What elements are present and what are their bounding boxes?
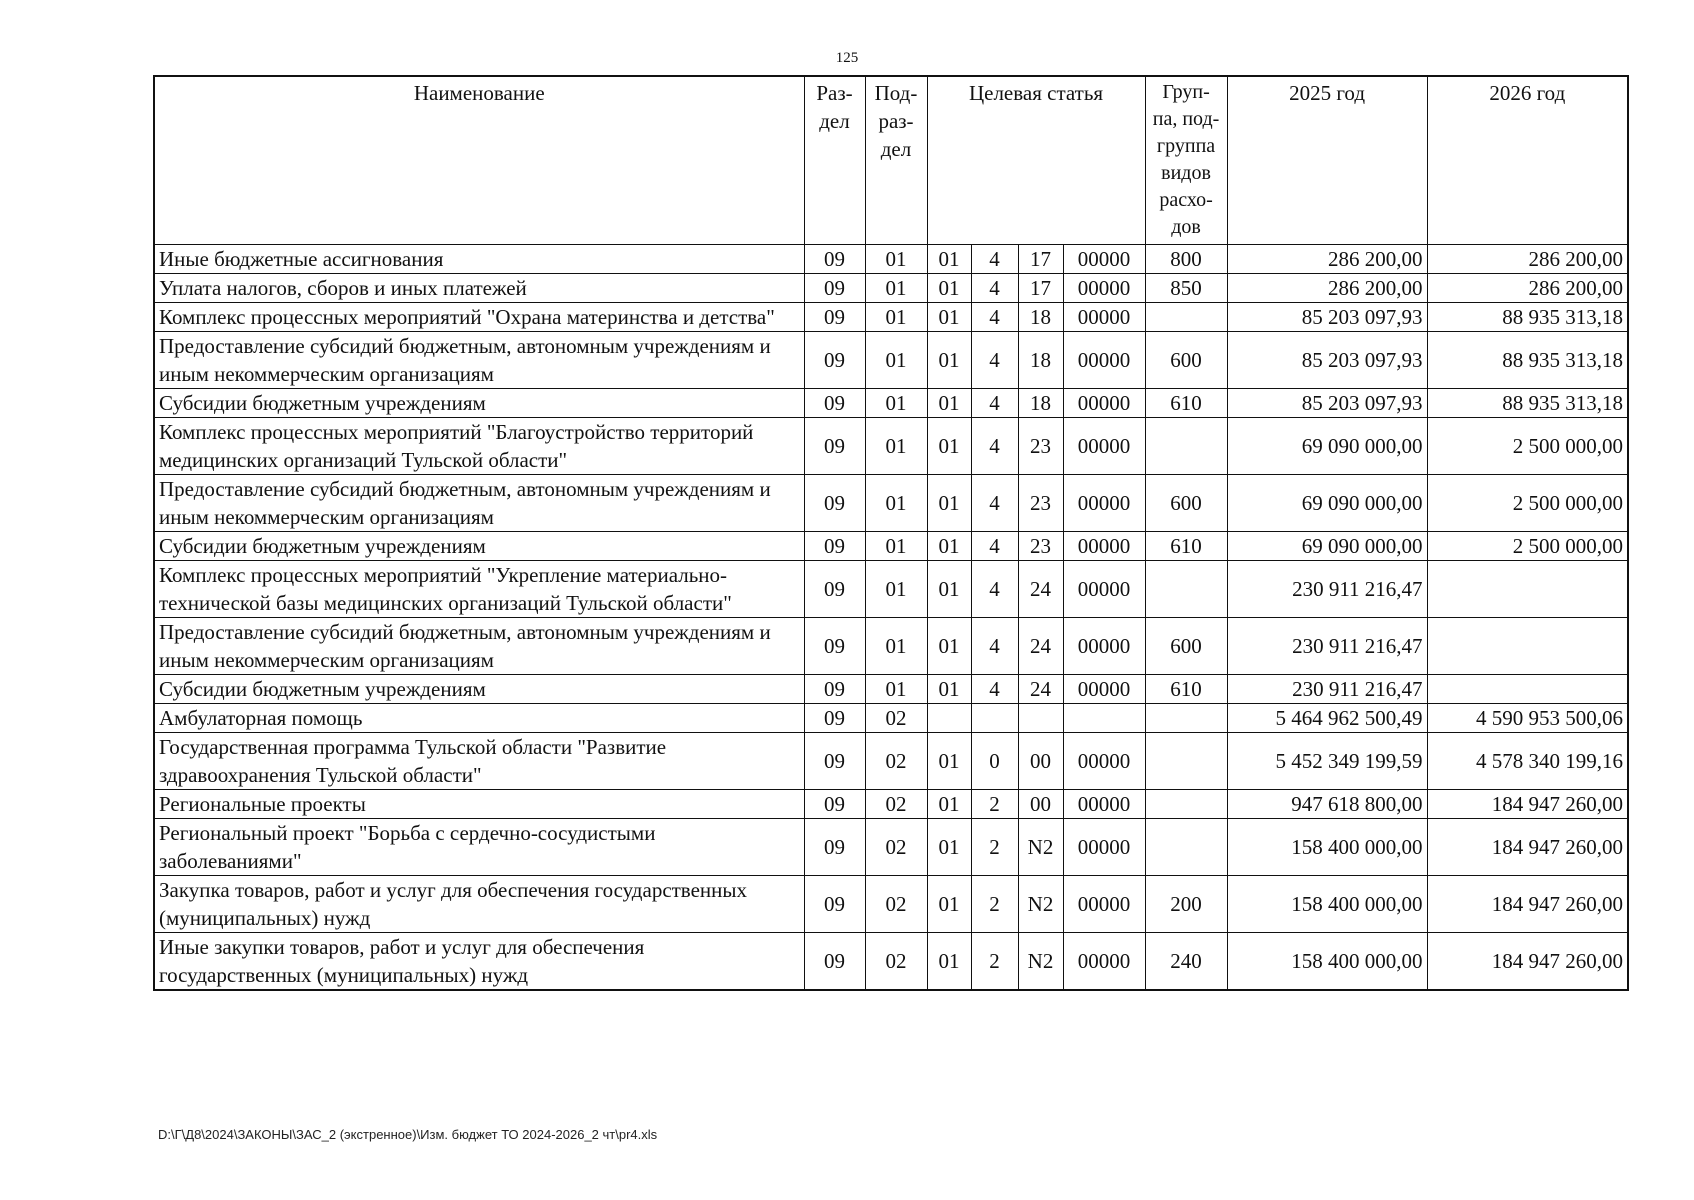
cell-target-program: 01 <box>927 732 971 789</box>
cell-target-type: 4 <box>971 474 1018 531</box>
table-row <box>154 244 1628 273</box>
table-row <box>154 474 1628 531</box>
table-row <box>154 674 1628 703</box>
cell-name: Иные бюджетные ассигнования <box>154 244 804 273</box>
cell-target-type: 4 <box>971 531 1018 560</box>
cell-expense-group: 240 <box>1145 932 1227 990</box>
cell-amount-2025: 158 400 000,00 <box>1227 818 1427 875</box>
cell-amount-2026: 286 200,00 <box>1427 273 1628 302</box>
cell-name: Предоставление субсидий бюджетным, автономным учреждениям и иным некоммерческим организациям <box>154 474 804 531</box>
cell-target-item: 18 <box>1018 388 1063 417</box>
cell-target-type: 0 <box>971 732 1018 789</box>
cell-target-direction: 00000 <box>1063 617 1145 674</box>
cell-target-program: 01 <box>927 273 971 302</box>
cell-razdel: 09 <box>804 302 865 331</box>
cell-expense-group: 200 <box>1145 875 1227 932</box>
cell-target-item: 18 <box>1018 302 1063 331</box>
cell-target-program: 01 <box>927 474 971 531</box>
cell-target-item: 23 <box>1018 474 1063 531</box>
cell-amount-2025: 69 090 000,00 <box>1227 417 1427 474</box>
table-row <box>154 932 1628 990</box>
cell-target-program: 01 <box>927 674 971 703</box>
cell-target-direction: 00000 <box>1063 818 1145 875</box>
cell-target-direction: 00000 <box>1063 560 1145 617</box>
cell-razdel: 09 <box>804 875 865 932</box>
cell-target-direction <box>1063 703 1145 732</box>
table-row <box>154 703 1628 732</box>
header-year-2026: 2026 год <box>1427 76 1628 244</box>
file-path-footer: D:\Г\Д8\2024\ЗАКОНЫ\ЗАС_2 (экстренное)\Изм. бюджет ТО 2024-2026_2 чт\pr4.xls <box>158 1127 658 1142</box>
table-row <box>154 417 1628 474</box>
cell-razdel: 09 <box>804 789 865 818</box>
cell-razdel: 09 <box>804 531 865 560</box>
cell-target-program: 01 <box>927 789 971 818</box>
cell-amount-2026: 4 590 953 500,06 <box>1427 703 1628 732</box>
cell-razdel: 09 <box>804 474 865 531</box>
cell-target-type: 4 <box>971 244 1018 273</box>
cell-amount-2026: 2 500 000,00 <box>1427 531 1628 560</box>
header-expense-group: Груп- па, под- группа видов расхо- дов <box>1145 76 1227 244</box>
cell-amount-2025: 230 911 216,47 <box>1227 674 1427 703</box>
budget-table <box>153 75 1629 991</box>
cell-expense-group <box>1145 417 1227 474</box>
cell-razdel: 09 <box>804 273 865 302</box>
cell-target-direction: 00000 <box>1063 875 1145 932</box>
table-row <box>154 531 1628 560</box>
cell-target-direction: 00000 <box>1063 674 1145 703</box>
cell-target-direction: 00000 <box>1063 302 1145 331</box>
cell-target-direction: 00000 <box>1063 732 1145 789</box>
cell-target-direction: 00000 <box>1063 331 1145 388</box>
cell-podrazdel: 02 <box>865 732 927 789</box>
cell-amount-2026: 184 947 260,00 <box>1427 818 1628 875</box>
cell-target-item: 23 <box>1018 531 1063 560</box>
cell-name: Предоставление субсидий бюджетным, автономным учреждениям и иным некоммерческим организациям <box>154 617 804 674</box>
cell-expense-group: 600 <box>1145 474 1227 531</box>
cell-name: Региональный проект "Борьба с сердечно-сосудистыми заболеваниями" <box>154 818 804 875</box>
cell-name: Комплекс процессных мероприятий "Благоустройство территорий медицинских организаций Тульской области" <box>154 417 804 474</box>
cell-amount-2026: 2 500 000,00 <box>1427 417 1628 474</box>
cell-target-item: N2 <box>1018 932 1063 990</box>
cell-target-direction: 00000 <box>1063 417 1145 474</box>
header-target-article: Целевая статья <box>927 76 1145 244</box>
cell-target-direction: 00000 <box>1063 531 1145 560</box>
cell-target-type: 4 <box>971 302 1018 331</box>
cell-amount-2025: 85 203 097,93 <box>1227 302 1427 331</box>
table-row <box>154 732 1628 789</box>
table-row <box>154 331 1628 388</box>
cell-target-type: 4 <box>971 273 1018 302</box>
cell-target-type: 4 <box>971 331 1018 388</box>
cell-razdel: 09 <box>804 703 865 732</box>
cell-podrazdel: 02 <box>865 932 927 990</box>
cell-expense-group: 600 <box>1145 331 1227 388</box>
table-row <box>154 875 1628 932</box>
cell-target-program: 01 <box>927 875 971 932</box>
cell-name: Государственная программа Тульской области "Развитие здравоохранения Тульской области" <box>154 732 804 789</box>
cell-amount-2025: 85 203 097,93 <box>1227 388 1427 417</box>
cell-target-direction: 00000 <box>1063 474 1145 531</box>
cell-target-item: N2 <box>1018 818 1063 875</box>
cell-razdel: 09 <box>804 388 865 417</box>
cell-target-program: 01 <box>927 932 971 990</box>
cell-amount-2025: 286 200,00 <box>1227 273 1427 302</box>
page-number: 125 <box>835 50 859 66</box>
cell-podrazdel: 01 <box>865 617 927 674</box>
header-podrazdel: Под- раз- дел <box>865 76 927 244</box>
cell-expense-group: 850 <box>1145 273 1227 302</box>
cell-target-direction: 00000 <box>1063 388 1145 417</box>
cell-name: Субсидии бюджетным учреждениям <box>154 531 804 560</box>
cell-amount-2025: 230 911 216,47 <box>1227 617 1427 674</box>
cell-razdel: 09 <box>804 244 865 273</box>
cell-target-program: 01 <box>927 331 971 388</box>
header-year-2025: 2025 год <box>1227 76 1427 244</box>
cell-target-program: 01 <box>927 617 971 674</box>
cell-amount-2026: 184 947 260,00 <box>1427 875 1628 932</box>
cell-amount-2025: 947 618 800,00 <box>1227 789 1427 818</box>
cell-amount-2026: 88 935 313,18 <box>1427 388 1628 417</box>
cell-target-type <box>971 703 1018 732</box>
cell-amount-2026 <box>1427 560 1628 617</box>
cell-razdel: 09 <box>804 674 865 703</box>
cell-target-program: 01 <box>927 818 971 875</box>
cell-target-type: 2 <box>971 789 1018 818</box>
cell-target-type: 4 <box>971 674 1018 703</box>
cell-expense-group <box>1145 703 1227 732</box>
cell-podrazdel: 01 <box>865 560 927 617</box>
cell-expense-group: 600 <box>1145 617 1227 674</box>
cell-expense-group: 610 <box>1145 674 1227 703</box>
cell-name: Комплекс процессных мероприятий "Укрепление материально-технической базы медицинских организаций Тульской области" <box>154 560 804 617</box>
cell-expense-group <box>1145 560 1227 617</box>
cell-target-direction: 00000 <box>1063 932 1145 990</box>
cell-target-item: N2 <box>1018 875 1063 932</box>
cell-name: Субсидии бюджетным учреждениям <box>154 388 804 417</box>
cell-amount-2025: 5 464 962 500,49 <box>1227 703 1427 732</box>
cell-amount-2026: 286 200,00 <box>1427 244 1628 273</box>
header-name: Наименование <box>154 76 804 244</box>
cell-target-program: 01 <box>927 388 971 417</box>
cell-razdel: 09 <box>804 417 865 474</box>
cell-target-direction: 00000 <box>1063 789 1145 818</box>
cell-podrazdel: 02 <box>865 703 927 732</box>
cell-amount-2026: 184 947 260,00 <box>1427 932 1628 990</box>
cell-target-item: 17 <box>1018 273 1063 302</box>
cell-amount-2025: 85 203 097,93 <box>1227 331 1427 388</box>
cell-podrazdel: 01 <box>865 244 927 273</box>
cell-amount-2026 <box>1427 674 1628 703</box>
cell-podrazdel: 01 <box>865 417 927 474</box>
cell-target-item: 00 <box>1018 732 1063 789</box>
cell-amount-2026: 2 500 000,00 <box>1427 474 1628 531</box>
cell-target-direction: 00000 <box>1063 244 1145 273</box>
cell-podrazdel: 01 <box>865 674 927 703</box>
cell-target-type: 2 <box>971 818 1018 875</box>
cell-target-item: 23 <box>1018 417 1063 474</box>
cell-amount-2026: 88 935 313,18 <box>1427 302 1628 331</box>
cell-target-program: 01 <box>927 417 971 474</box>
table-row <box>154 789 1628 818</box>
cell-expense-group: 800 <box>1145 244 1227 273</box>
cell-name: Субсидии бюджетным учреждениям <box>154 674 804 703</box>
cell-amount-2026: 184 947 260,00 <box>1427 789 1628 818</box>
cell-podrazdel: 01 <box>865 273 927 302</box>
cell-podrazdel: 01 <box>865 531 927 560</box>
cell-target-program: 01 <box>927 302 971 331</box>
cell-target-type: 4 <box>971 417 1018 474</box>
cell-target-program: 01 <box>927 560 971 617</box>
cell-target-program: 01 <box>927 244 971 273</box>
cell-target-type: 2 <box>971 875 1018 932</box>
cell-razdel: 09 <box>804 331 865 388</box>
cell-expense-group <box>1145 302 1227 331</box>
cell-amount-2026: 88 935 313,18 <box>1427 331 1628 388</box>
cell-razdel: 09 <box>804 560 865 617</box>
cell-target-item: 00 <box>1018 789 1063 818</box>
table-row <box>154 818 1628 875</box>
cell-amount-2025: 230 911 216,47 <box>1227 560 1427 617</box>
cell-amount-2026: 4 578 340 199,16 <box>1427 732 1628 789</box>
cell-target-item: 24 <box>1018 674 1063 703</box>
cell-target-program: 01 <box>927 531 971 560</box>
cell-name: Иные закупки товаров, работ и услуг для обеспечения государственных (муниципальных) нужд <box>154 932 804 990</box>
cell-expense-group <box>1145 789 1227 818</box>
cell-podrazdel: 02 <box>865 875 927 932</box>
table-row <box>154 560 1628 617</box>
cell-amount-2025: 69 090 000,00 <box>1227 474 1427 531</box>
table-row <box>154 388 1628 417</box>
cell-podrazdel: 02 <box>865 818 927 875</box>
cell-target-item <box>1018 703 1063 732</box>
cell-amount-2025: 158 400 000,00 <box>1227 932 1427 990</box>
cell-name: Региональные проекты <box>154 789 804 818</box>
cell-name: Комплекс процессных мероприятий "Охрана материнства и детства" <box>154 302 804 331</box>
cell-amount-2025: 158 400 000,00 <box>1227 875 1427 932</box>
cell-target-item: 18 <box>1018 331 1063 388</box>
table-header-row <box>154 76 1628 244</box>
cell-expense-group <box>1145 818 1227 875</box>
cell-target-item: 24 <box>1018 617 1063 674</box>
cell-podrazdel: 02 <box>865 789 927 818</box>
cell-target-type: 4 <box>971 560 1018 617</box>
table-body <box>154 244 1628 990</box>
cell-expense-group: 610 <box>1145 531 1227 560</box>
cell-podrazdel: 01 <box>865 302 927 331</box>
cell-razdel: 09 <box>804 818 865 875</box>
cell-razdel: 09 <box>804 617 865 674</box>
cell-expense-group: 610 <box>1145 388 1227 417</box>
cell-name: Амбулаторная помощь <box>154 703 804 732</box>
cell-amount-2025: 286 200,00 <box>1227 244 1427 273</box>
cell-amount-2026 <box>1427 617 1628 674</box>
table-row <box>154 617 1628 674</box>
table-row <box>154 302 1628 331</box>
cell-name: Закупка товаров, работ и услуг для обеспечения государственных (муниципальных) нужд <box>154 875 804 932</box>
cell-razdel: 09 <box>804 932 865 990</box>
cell-target-item: 24 <box>1018 560 1063 617</box>
cell-name: Уплата налогов, сборов и иных платежей <box>154 273 804 302</box>
cell-razdel: 09 <box>804 732 865 789</box>
cell-amount-2025: 69 090 000,00 <box>1227 531 1427 560</box>
header-razdel: Раз- дел <box>804 76 865 244</box>
cell-expense-group <box>1145 732 1227 789</box>
cell-amount-2025: 5 452 349 199,59 <box>1227 732 1427 789</box>
cell-target-type: 2 <box>971 932 1018 990</box>
table-row <box>154 273 1628 302</box>
cell-target-type: 4 <box>971 388 1018 417</box>
cell-target-item: 17 <box>1018 244 1063 273</box>
cell-name: Предоставление субсидий бюджетным, автономным учреждениям и иным некоммерческим организациям <box>154 331 804 388</box>
cell-target-type: 4 <box>971 617 1018 674</box>
cell-podrazdel: 01 <box>865 388 927 417</box>
cell-podrazdel: 01 <box>865 331 927 388</box>
cell-target-direction: 00000 <box>1063 273 1145 302</box>
cell-target-program <box>927 703 971 732</box>
cell-podrazdel: 01 <box>865 474 927 531</box>
